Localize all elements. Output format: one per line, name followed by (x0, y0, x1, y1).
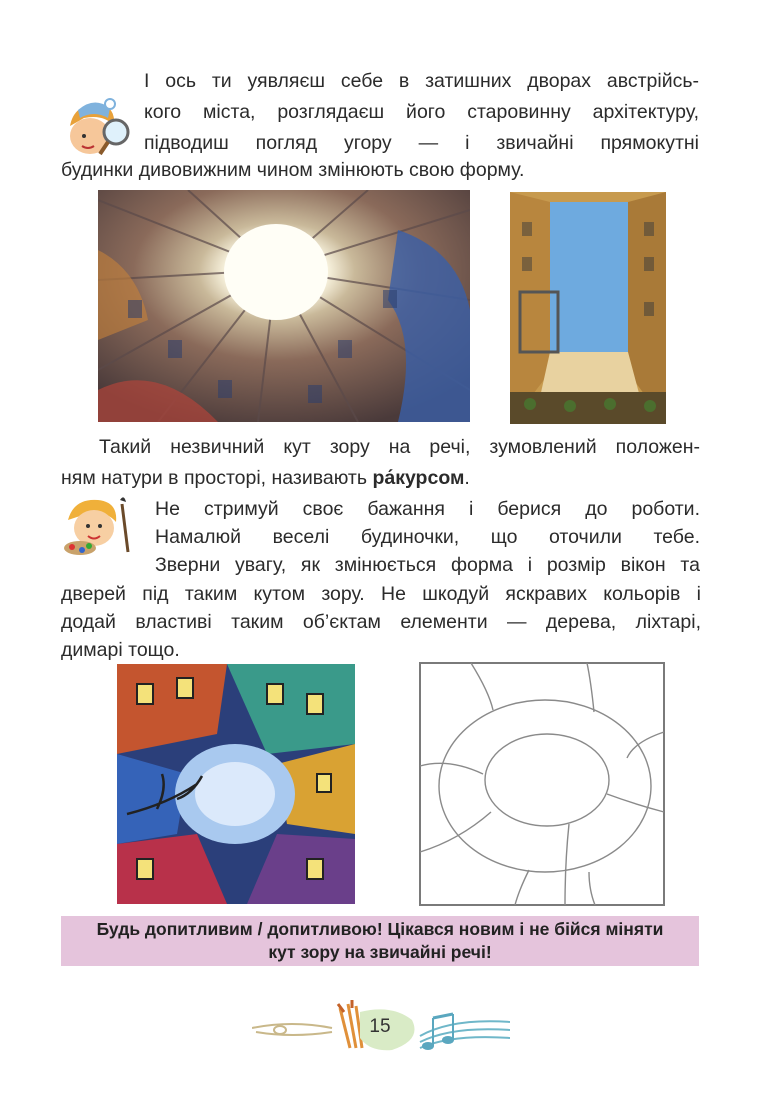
definition-prefix: ням натури в просторі, називають (61, 467, 373, 489)
task-line-6: димарі тощо. (61, 639, 180, 661)
term-rakurs: ра́курсом (372, 467, 465, 489)
task-line-2: Намалюй веселі будиночки, що оточили тебе. (155, 526, 700, 548)
definition-line-1: Такий незвичний кут зору на речі, зумовлений положен- (99, 436, 700, 458)
page-number: 15 (369, 1016, 391, 1037)
courtyard-fisheye-photo (98, 190, 470, 422)
task-line-1: Не стримуй своє бажання і берися до роботи. (155, 498, 700, 520)
banner-line-2: кут зору на звичайні речі! (268, 942, 492, 962)
courtyard-sky-photo (510, 192, 666, 424)
sketch-template (419, 662, 665, 906)
motivation-banner (61, 916, 699, 966)
painter-kid-icon (62, 494, 138, 556)
banner-line-1: Будь допитливим / допитливою! Цікався новим і не бійся міняти (96, 919, 664, 939)
task-line-3: Зверни увагу, як змінюється форма і розмір вікон та (155, 554, 700, 576)
definition-suffix: . (464, 467, 470, 489)
task-line-5: додай властиві таким об’єктам елементи — дерева, ліхтарі, (61, 611, 701, 633)
definition-line-2 (61, 463, 701, 494)
intro-line-1: І ось ти уявляєш себе в затишних дворах австрійсь- (144, 70, 699, 92)
intro-line-3: підводиш погляд угору — і звичайні прямокутні (144, 132, 699, 154)
task-line-4: дверей під таким кутом зору. Не шкодуй яскравих кольорів і (61, 583, 701, 605)
colorful-houses-painting (117, 664, 355, 904)
intro-line-2: кого міста, розглядаєш його старовинну архітектуру, (144, 101, 699, 123)
intro-line-4: будинки дивовижним чином змінюють свою форму. (61, 159, 525, 181)
magnifier-kid-icon (64, 96, 134, 158)
